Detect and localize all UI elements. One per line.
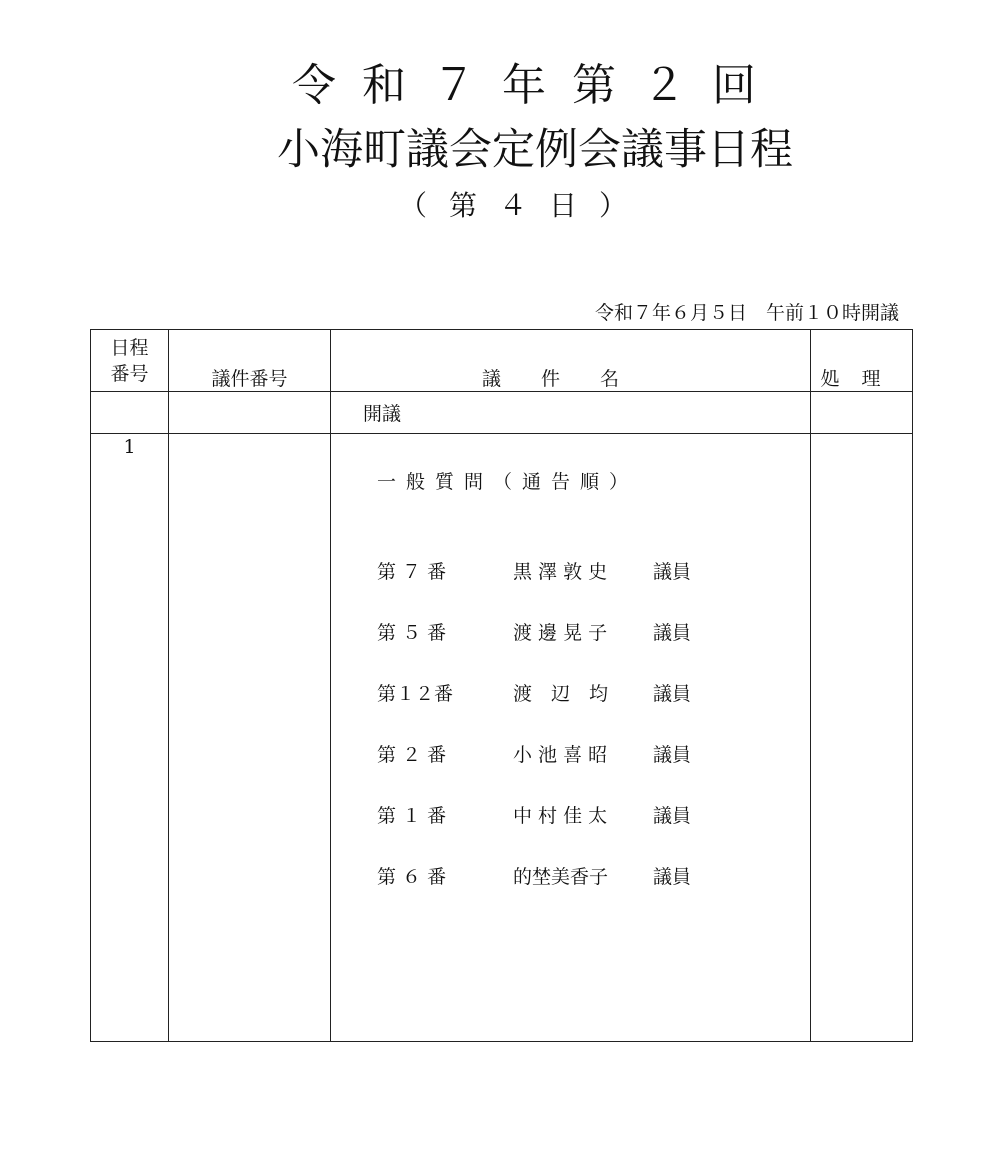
title-session: 令和７年第２回 [292, 60, 782, 111]
item-bill-no [169, 434, 331, 1042]
item-schedule-no: 1 [91, 434, 169, 1042]
list-item [377, 803, 810, 864]
list-item [377, 742, 810, 803]
agenda-table [90, 329, 913, 1042]
questioner-role: 議員 [653, 805, 692, 827]
title-assembly-agenda: 小海町議会定例会議事日程 [277, 125, 793, 175]
questioner-role: 議員 [653, 622, 692, 644]
questioner-name: 的埜美香子 [513, 866, 609, 888]
questioner-seat: 第 ６ 番 [377, 866, 447, 888]
opening-row [91, 392, 913, 434]
questioner-name: 渡 辺 均 [513, 683, 609, 705]
questioner-list [377, 559, 810, 925]
questioner-seat: 第 １ 番 [377, 805, 447, 827]
item-name-cell [331, 434, 811, 1042]
table-row [91, 434, 913, 1042]
opening-row-disposition-cell [811, 392, 913, 434]
opening-label: 開議 [363, 403, 402, 425]
opening-row-bill-cell [169, 392, 331, 434]
title-day: （第４日） [398, 189, 649, 222]
list-item [377, 559, 810, 620]
opening-row-no-cell [91, 392, 169, 434]
questioner-seat: 第１２番 [377, 683, 454, 705]
questioner-name: 小 池 喜 昭 [513, 744, 608, 766]
header-item-name: 議件名 [331, 330, 811, 392]
header-bill-no: 議件番号 [169, 330, 331, 392]
opening-datetime: 令和７年６月５日 午前１０時開議 [594, 302, 899, 324]
questioner-role: 議員 [653, 683, 692, 705]
questioner-seat: 第 ５ 番 [377, 622, 447, 644]
questioner-name: 黒 澤 敦 史 [513, 561, 608, 583]
table-header-row [91, 330, 913, 392]
header-schedule-no-line1: 日程 [110, 336, 149, 359]
item-disposition [811, 434, 913, 1042]
questioner-role: 議員 [653, 561, 692, 583]
questioner-seat: 第 ７ 番 [377, 561, 447, 583]
header-schedule-no [91, 330, 169, 392]
list-item [377, 864, 810, 925]
opening-row-name-cell [331, 392, 811, 434]
header-disposition: 処理 [811, 330, 913, 392]
questioner-role: 議員 [653, 866, 692, 888]
header-schedule-no-line2: 番号 [110, 362, 149, 385]
list-item [377, 620, 810, 681]
questioner-role: 議員 [653, 744, 692, 766]
questioner-name: 渡 邊 晃 子 [513, 622, 608, 644]
questioner-seat: 第 ２ 番 [377, 744, 447, 766]
list-item [377, 681, 810, 742]
questioner-name: 中 村 佳 太 [513, 805, 608, 827]
item-title: 一般質問（通告順） [377, 471, 639, 493]
